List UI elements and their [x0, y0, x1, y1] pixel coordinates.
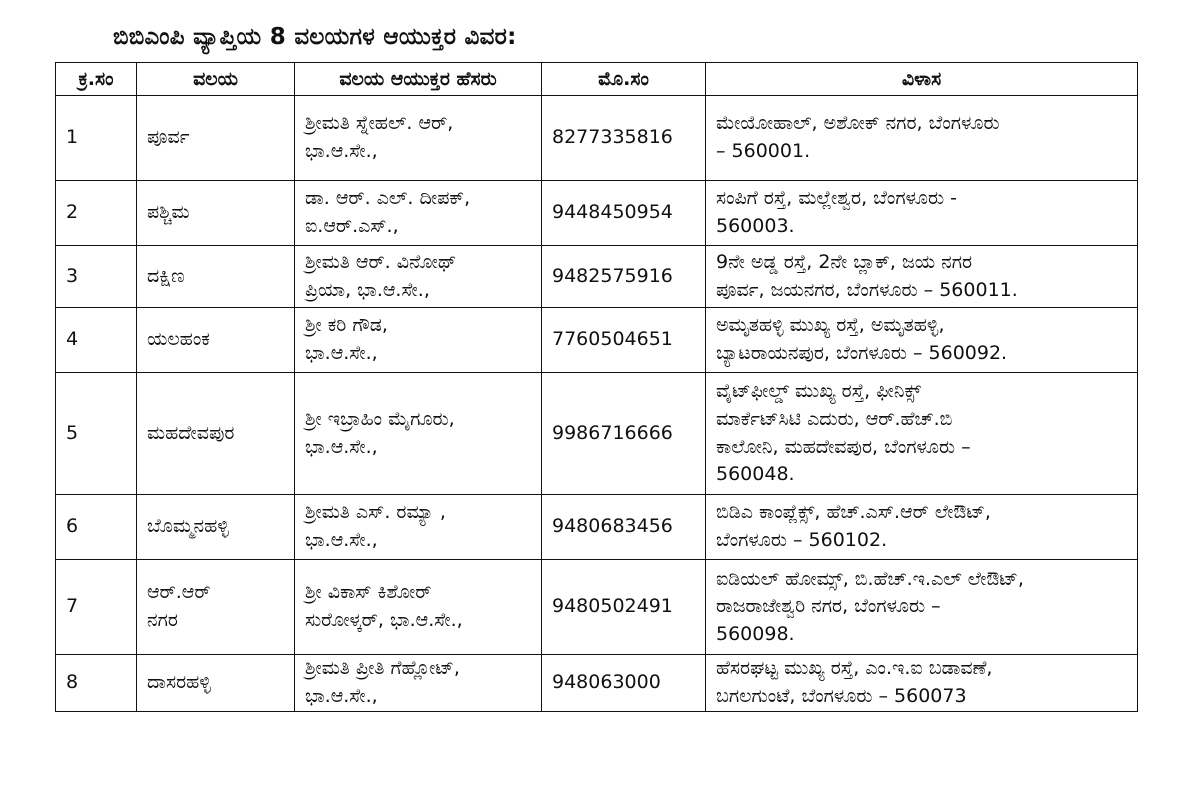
- zone-line: ನಗರ: [147, 609, 178, 631]
- commissioner-line: ಶ್ರೀ ವಿಕಾಸ್ ಕಿಶೋರ್: [305, 581, 432, 604]
- commissioner-line: ಐ.ಆರ್.ಎಸ್.,: [305, 215, 399, 237]
- zone-cell: [137, 308, 295, 373]
- serial-number-cell: 3: [56, 246, 137, 308]
- header-serial-number: ಕ್ರ.ಸಂ: [56, 63, 137, 96]
- table-row: [56, 96, 1138, 181]
- commissioner-line: ಶ್ರೀಮತಿ ಆರ್. ವಿನೋಥ್: [305, 250, 457, 273]
- serial-number-cell: 6: [56, 495, 137, 560]
- mobile-cell: 8277335816: [542, 96, 706, 181]
- table-header-row: [56, 63, 1138, 96]
- serial-number-cell: 7: [56, 560, 137, 655]
- address-cell: [706, 308, 1138, 373]
- address-cell: [706, 373, 1138, 495]
- mobile-cell: 948063000: [542, 655, 706, 712]
- address-line: ಅಮೃತಹಳ್ಳಿ ಮುಖ್ಯ ರಸ್ತೆ, ಅಮೃತಹಳ್ಳಿ,: [716, 314, 945, 337]
- address-line: – 560001.: [716, 140, 811, 162]
- table-row: [56, 560, 1138, 655]
- header-zone: ವಲಯ: [137, 63, 295, 96]
- address-line: 560048.: [716, 463, 795, 486]
- address-line: ಹೆಸರಘಟ್ಟ ಮುಖ್ಯ ರಸ್ತೆ, ಎಂ.ಇ.ಐ ಬಡಾವಣೆ,: [716, 657, 993, 680]
- address-line: ಸಂಪಿಗೆ ರಸ್ತೆ, ಮಲ್ಲೇಶ್ವರ, ಬೆಂಗಳೂರು -: [716, 187, 958, 210]
- commissioner-line: ಸುರೋಳ್ಕರ್, ಭಾ.ಆ.ಸೇ.,: [305, 609, 463, 631]
- serial-number-cell: 2: [56, 181, 137, 246]
- commissioner-cell: [295, 655, 542, 712]
- mobile-cell: 7760504651: [542, 308, 706, 373]
- address-cell: [706, 495, 1138, 560]
- address-cell: [706, 560, 1138, 655]
- address-line: 9ನೇ ಅಡ್ಡ ರಸ್ತೆ, 2ನೇ ಬ್ಲಾಕ್, ಜಯ ನಗರ: [716, 250, 973, 273]
- commissioner-line: ಶ್ರೀಮತಿ ಪ್ರೀತಿ ಗೆಹ್ಲೋಟ್,: [305, 657, 460, 680]
- address-line: ಮಾರ್ಕೆಟ್‌ಸಿಟಿ ಎದುರು, ಆರ್.ಹೆಚ್.ಬಿ: [716, 407, 953, 430]
- address-cell: [706, 246, 1138, 308]
- mobile-cell: 9448450954: [542, 181, 706, 246]
- table-row: [56, 308, 1138, 373]
- commissioner-line: ಭಾ.ಆ.ಸೇ.,: [305, 529, 378, 551]
- header-mobile-number: ಮೊ.ಸಂ: [542, 63, 706, 96]
- serial-number-cell: 8: [56, 655, 137, 712]
- address-line: ರಾಜರಾಜೇಶ್ವರಿ ನಗರ, ಬೆಂಗಳೂರು –: [716, 595, 941, 618]
- zone-line: ಪೂರ್ವ: [147, 126, 190, 149]
- commissioner-line: ಶ್ರೀಮತಿ ಸ್ನೇಹಲ್. ಆರ್,: [305, 112, 454, 135]
- serial-number-cell: 4: [56, 308, 137, 373]
- zone-line: ಯಲಹಂಕ: [147, 328, 210, 351]
- table-row: [56, 246, 1138, 308]
- table-row: [56, 181, 1138, 246]
- commissioner-line: ಶ್ರೀ ಇಬ್ರಾಹಿಂ ಮೈಗೂರು,: [305, 407, 455, 430]
- zone-line: ಆರ್.ಆರ್: [147, 581, 211, 604]
- commissioner-line: ಶ್ರೀ ಕರಿ ಗೌಡ,: [305, 314, 388, 337]
- address-line: ಮೇಯೋಹಾಲ್, ಅಶೋಕ್ ನಗರ, ಬೆಂಗಳೂರು: [716, 112, 1000, 135]
- zone-cell: [137, 181, 295, 246]
- address-line: 560003.: [716, 215, 795, 237]
- document-title: ಬಿಬಿಎಂಪಿ ವ್ಯಾಪ್ತಿಯ 8 ವಲಯಗಳ ಆಯುಕ್ತರ ವಿವರ:: [113, 24, 517, 50]
- address-line: ಬೆಂಗಳೂರು – 560102.: [716, 529, 888, 551]
- zone-cell: [137, 96, 295, 181]
- zone-cell: [137, 655, 295, 712]
- serial-number-cell: 1: [56, 96, 137, 181]
- serial-number-cell: 5: [56, 373, 137, 495]
- zone-cell: [137, 246, 295, 308]
- address-line: ಬ್ಯಾಟರಾಯನಪುರ, ಬೆಂಗಳೂರು – 560092.: [716, 342, 1008, 364]
- commissioner-line: ಡಾ. ಆರ್. ಎಲ್. ದೀಪಕ್,: [305, 187, 471, 210]
- address-cell: [706, 181, 1138, 246]
- commissioner-cell: [295, 495, 542, 560]
- address-cell: [706, 655, 1138, 712]
- header-address: ವಿಳಾಸ: [706, 63, 1138, 96]
- commissioner-line: ಪ್ರಿಯಾ, ಭಾ.ಆ.ಸೇ.,: [305, 278, 430, 301]
- mobile-cell: 9480683456: [542, 495, 706, 560]
- mobile-cell: 9480502491: [542, 560, 706, 655]
- mobile-cell: 9986716666: [542, 373, 706, 495]
- address-line: ವೈಟ್‌ಫೀಲ್ಡ್ ಮುಖ್ಯ ರಸ್ತೆ, ಫೀನಿಕ್ಸ್: [716, 380, 922, 403]
- commissioner-line: ಭಾ.ಆ.ಸೇ.,: [305, 140, 378, 162]
- commissioner-line: ಭಾ.ಆ.ಸೇ.,: [305, 685, 378, 707]
- address-line: ಬಿಡಿಎ ಕಾಂಪ್ಲೆಕ್ಸ್, ಹೆಚ್.ಎಸ್.ಆರ್ ಲೇಔಟ್,: [716, 501, 991, 524]
- commissioner-line: ಶ್ರೀಮತಿ ಎಸ್. ರಮ್ಯಾ ,: [305, 501, 446, 524]
- commissioner-cell: [295, 560, 542, 655]
- address-line: ಕಾಲೋನಿ, ಮಹದೇವಪುರ, ಬೆಂಗಳೂರು –: [716, 435, 971, 458]
- zone-line: ಮಹದೇವಪುರ: [147, 421, 235, 444]
- commissioner-cell: [295, 308, 542, 373]
- zone-line: ದಾಸರಹಳ್ಳಿ: [147, 671, 211, 694]
- commissioner-cell: [295, 181, 542, 246]
- commissioner-cell: [295, 96, 542, 181]
- table-row: [56, 495, 1138, 560]
- zone-line: ಬೊಮ್ಮನಹಳ್ಳಿ: [147, 515, 229, 538]
- header-commissioner-name: ವಲಯ ಆಯುಕ್ತರ ಹೆಸರು: [295, 63, 542, 96]
- address-line: 560098.: [716, 622, 795, 645]
- commissioner-line: ಭಾ.ಆ.ಸೇ.,: [305, 342, 378, 364]
- zone-line: ದಕ್ಷಿಣ: [147, 264, 185, 287]
- zone-line: ಪಶ್ಚಿಮ: [147, 201, 190, 224]
- table-row: [56, 373, 1138, 495]
- zone-cell: [137, 495, 295, 560]
- address-cell: [706, 96, 1138, 181]
- table-row: [56, 655, 1138, 712]
- address-line: ಬಗಲಗುಂಟೆ, ಬೆಂಗಳೂರು – 560073: [716, 685, 967, 707]
- zone-cell: [137, 373, 295, 495]
- address-line: ಪೂರ್ವ, ಜಯನಗರ, ಬೆಂಗಳೂರು – 560011.: [716, 278, 1018, 301]
- zone-commissioners-table: [55, 62, 1138, 712]
- mobile-cell: 9482575916: [542, 246, 706, 308]
- commissioner-cell: [295, 373, 542, 495]
- zone-cell: [137, 560, 295, 655]
- commissioner-line: ಭಾ.ಆ.ಸೇ.,: [305, 435, 378, 458]
- address-line: ಐಡಿಯಲ್ ಹೋಮ್ಸ್, ಬಿ.ಹೆಚ್.ಇ.ಎಲ್ ಲೇಔಟ್,: [716, 567, 1024, 590]
- commissioner-cell: [295, 246, 542, 308]
